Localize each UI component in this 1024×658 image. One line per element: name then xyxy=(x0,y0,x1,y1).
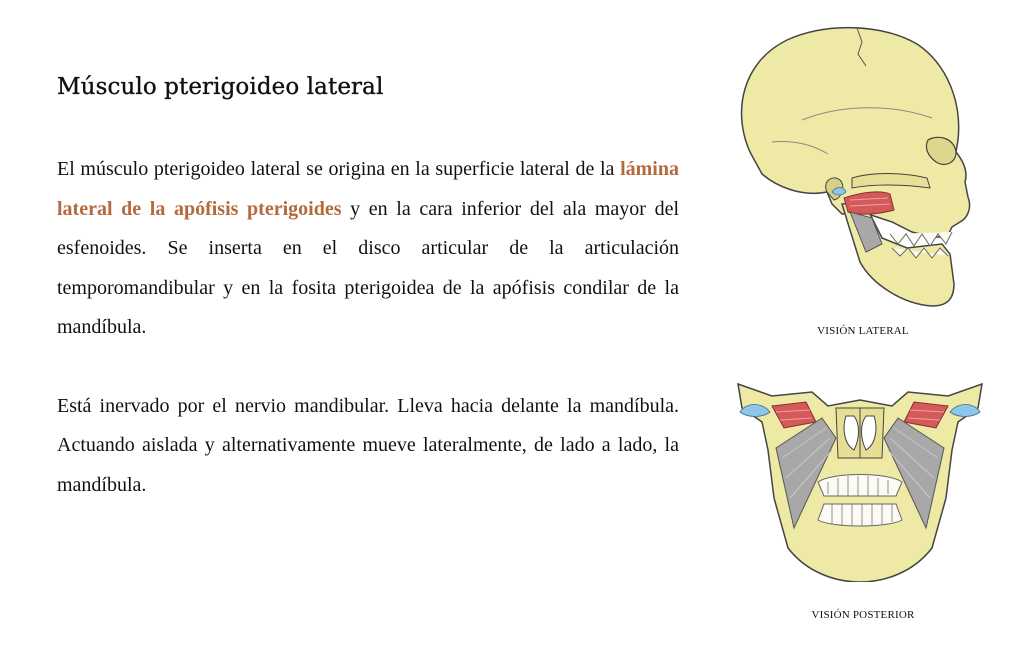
posterior-skull-illustration xyxy=(732,378,988,582)
lateral-view-caption: VISIÓN LATERAL xyxy=(817,325,909,337)
page-title: Músculo pterigoideo lateral xyxy=(57,74,384,100)
paragraph1-text-after: y en la cara inferior del ala mayor del esfenoides. Se inserta en el disco articular de la articulación temporomandibular y en la fosita pterigoidea de la apófisis condilar de la mandíbula. xyxy=(57,197,680,338)
paragraph-innervation-action: Está inervado por el nervio mandibular. Lleva hacia delante la mandíbula. Actuando aislada y alternativamente mueve lateralmente, de lado a lado, la mandíbula. xyxy=(57,394,679,496)
paragraph-origin-insertion xyxy=(57,150,679,348)
posterior-view-caption: VISIÓN POSTERIOR xyxy=(811,609,915,621)
pterygoid-plate-link[interactable]: lámina lateral de la apófisis pterigoides xyxy=(57,158,679,220)
lateral-view-figure xyxy=(732,22,972,314)
posterior-view-figure xyxy=(732,378,988,582)
lateral-skull-illustration xyxy=(732,22,972,314)
text-column xyxy=(57,70,679,505)
paragraph1-text-before: El músculo pterigoideo lateral se origina en la superficie lateral de la xyxy=(57,158,621,180)
